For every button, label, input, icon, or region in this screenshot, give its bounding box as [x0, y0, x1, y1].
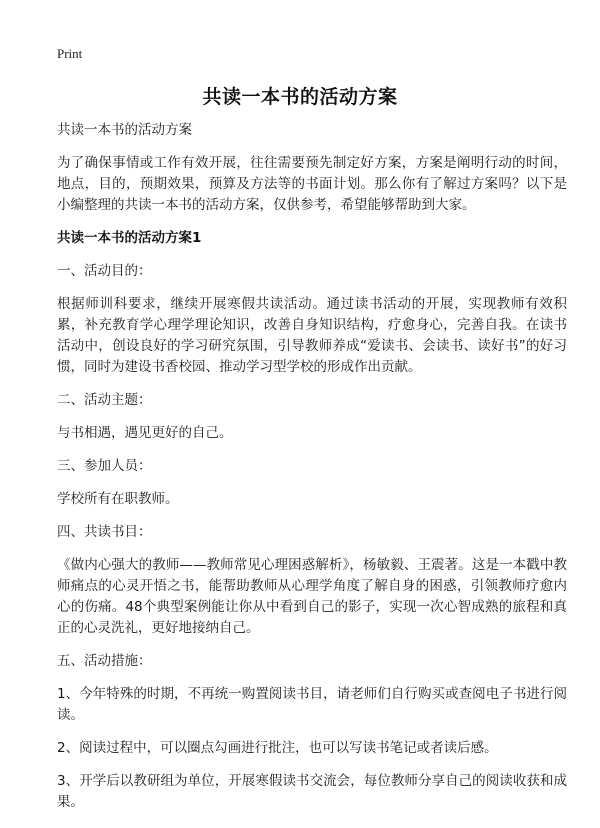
document-content — [57, 120, 567, 813]
heading-purpose: 一、活动目的： — [57, 263, 152, 279]
participants-paragraph: 学校所有在职教师。 — [57, 491, 179, 507]
measure-item: 3、开学后以教研组为单位，开展寒假读书交流会，每位教师分享自己的阅读收获和成果。 — [57, 773, 567, 810]
intro-paragraph: 为了确保事情或工作有效开展，往往需要预先制定好方案，方案是阐明行动的时间，地点，目的，预期效果，预算及方法等的书面计划。那么你有了解过方案吗？以下是小编整理的共读一本书的活动方案，仅供参考，希望能够帮助到大家。 — [57, 155, 567, 213]
theme-paragraph: 与书相遇，遇见更好的自己。 — [57, 425, 233, 441]
section-title: 共读一本书的活动方案1 — [57, 230, 202, 246]
document-subtitle: 共读一本书的活动方案 — [57, 122, 192, 138]
purpose-paragraph: 根据师训科要求，继续开展寒假共读活动。通过读书活动的开展，实现教师有效积累，补充教育学心理学理论知识，改善自身知识结构，疗愈身心，完善自我。在读书活动中，创设良好的学习研究氛围，引导教师养成“爱读书、会读书、读好书”的好习惯，同时为建设书香校园、推动学习型学校的形成作出贡献。 — [57, 296, 567, 375]
measure-item: 1、今年特殊的时期，不再统一购置阅读书目，请老师们自行购买或查阅电子书进行阅读。 — [57, 686, 567, 723]
document-title: 共读一本书的活动方案 — [202, 86, 398, 108]
heading-theme: 二、活动主题： — [57, 392, 152, 408]
heading-participants: 三、参加人员： — [57, 458, 152, 474]
print-link[interactable]: Print — [57, 46, 83, 61]
heading-measures: 五、活动措施： — [57, 653, 152, 669]
book-paragraph: 《做内心强大的教师——教师常见心理困惑解析》，杨敏毅、王震著。这是一本戳中教师痛点的心灵开悟之书，能帮助教师从心理学角度了解自身的困惑，引领教师疗愈内心的伤痛。48个典型案例能让你从中看到自己的影子，实现一次心智成熟的旅程和真正的心灵洗礼，更好地接纳自己。 — [57, 557, 567, 636]
measure-item: 2、阅读过程中，可以圈点勾画进行批注，也可以写读书笔记或者读后感。 — [57, 740, 498, 756]
heading-book: 四、共读书目： — [57, 524, 152, 540]
